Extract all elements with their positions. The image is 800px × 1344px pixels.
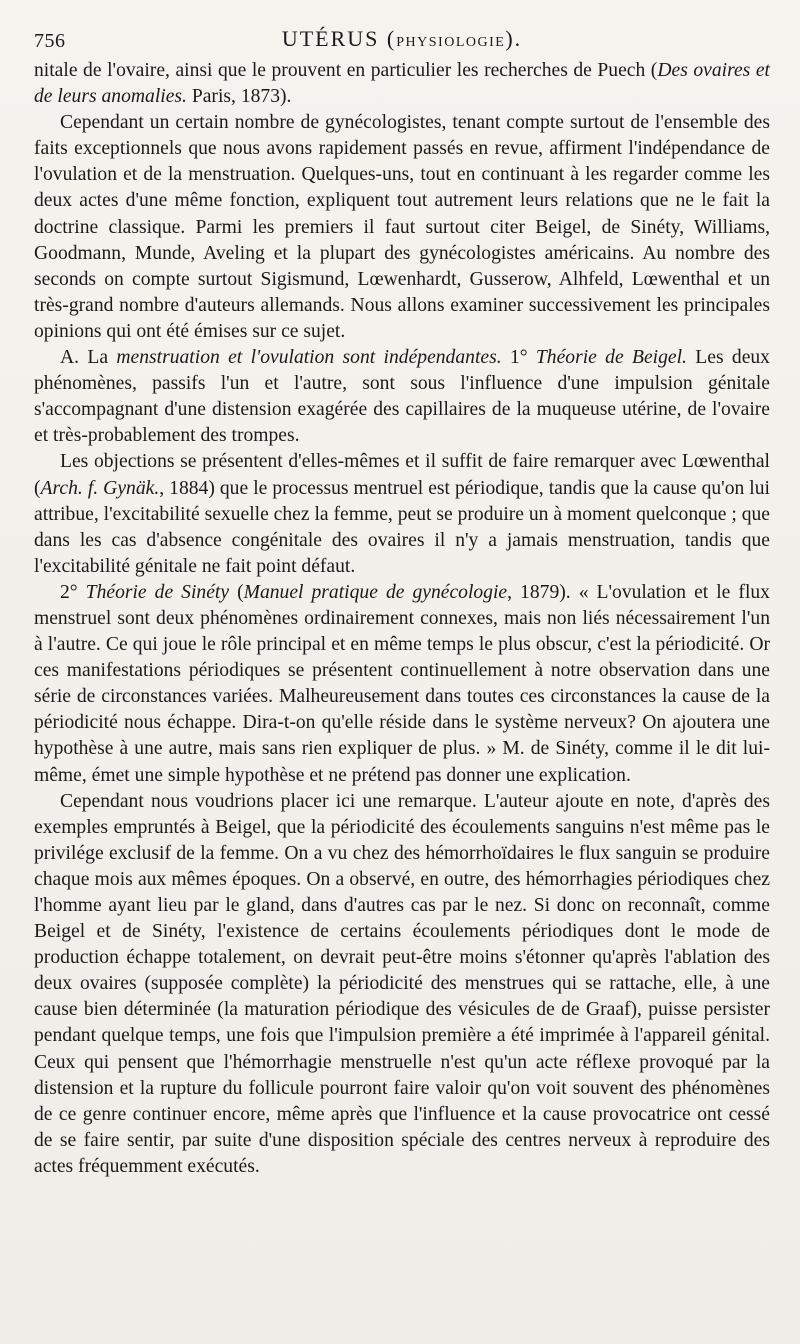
italic-citation: Arch. f. Gynäk. xyxy=(40,477,160,499)
italic-heading: menstruation et l'ovulation sont indépendantes. xyxy=(116,347,502,369)
text-run: Paris, 1873). xyxy=(186,86,292,108)
paragraph-theory-beigel xyxy=(34,345,770,449)
running-head-subtitle: PHYSIOLOGIE xyxy=(396,35,506,50)
paragraph-gynecologists xyxy=(34,110,770,345)
paragraph-objections xyxy=(34,449,770,579)
page-body xyxy=(34,58,770,1180)
text-run: 1° xyxy=(501,347,536,369)
paragraph-remark xyxy=(34,789,770,1180)
text-run: Les deux phénomènes, passifs l'un et l'autre, sont sous l'influence d'une impulsion génitale s'accompagnant d'une distension exagérée des capillaires de la muqueuse utérine, de l'ovaire et très-probablement des trompes. xyxy=(34,347,770,447)
text-run: Cependant un certain nombre de gynécologistes, tenant compte surtout de l'ensemble des faits exceptionnels que nous avons rapidement passés en revue, affirment l'indépendance de l'ovulation et de la menstruation. Quelques-uns, tout en continuant à les regarder comme les deux actes d'une même fonction, expliquent tout autrement leurs relations que ne le fait la doctrine classique. Parmi les premiers il faut surtout citer Beigel, de Sinéty, Williams, Goodmann, Munde, Aveling et la plupart des gynécologistes américains. Au nombre des seconds on compte surtout Sigismund, Lœwenhardt, Gusserow, Alhfeld, Lœwenthal et un très-grand nombre d'auteurs allemands. Nous allons examiner successivement les principales opinions qui ont été émises sur ce sujet. xyxy=(34,112,770,342)
running-head-open-paren: ( xyxy=(379,26,397,51)
text-run: ( xyxy=(229,581,244,603)
text-run: , 1879). « L'ovulation et le flux menstruel sont deux phénomènes ordinairement connexes, mais non liés nécessairement l'un à l'autre. Ce qui joue le rôle principal et en même temps le plus obscur, c'est la périodicité. Or ces manifestations périodiques se présentent continuellement à notre observation dans une série de circonstances variées. Malheureusement dans toutes ces circonstances la cause de la périodicité nous échappe. Dira-t-on qu'elle réside dans le système nerveux? On ajoutera une hypothèse à une autre, mais sans rien expliquer de plus. » M. de Sinéty, comme il le dit lui-même, émet une simple hypothèse et ne prétend pas donner une explication. xyxy=(34,581,770,786)
paragraph-continuation xyxy=(34,58,770,110)
text-run: nitale de l'ovaire, ainsi que le prouvent en particulier les recherches de Puech ( xyxy=(34,60,658,81)
page-header xyxy=(34,18,770,58)
italic-citation: Manuel pratique de gynécologie xyxy=(243,581,508,603)
text-run: 2° xyxy=(60,581,86,603)
paragraph-theory-sinety xyxy=(34,580,770,789)
page-number: 756 xyxy=(34,30,66,52)
text-run: A. La xyxy=(60,347,117,369)
text-run: , 1884) que le processus mentruel est périodique, tandis que la cause qu'on lui attribue, l'excitabilité sexuelle chez la femme, peut se produire un à moment quelconque ; que dans les cas d'absence congénitale des ovaires il n'y a jamais menstruation, tandis que l'excitabilité génitale ne fait point défaut. xyxy=(34,477,770,577)
italic-heading: Théorie de Sinéty xyxy=(85,581,230,603)
running-head-title: UTÉRUS xyxy=(281,26,380,51)
running-head xyxy=(34,26,770,52)
italic-citation: Des ovaires et de leurs anomalies. xyxy=(34,60,770,108)
text-run: Cependant nous voudrions placer ici une remarque. L'auteur ajoute en note, d'après des exemples empruntés à Beigel, que la périodicité des écoulements sanguins n'est même pas le privilége exclusif de la femme. On a vu chez des hémorrhoïdaires le flux sanguin se produire chaque mois aux mêmes époques. On a observé, en outre, des hémorrhagies périodiques chez l'homme ayant lieu par le gland, dans d'autres cas par le nez. Si donc on reconnaît, comme Beigel et de Sinéty, l'existence de certains écoulements périodiques dont le mode de production échappe totalement, on devrait peut-être moins s'étonner qu'après l'ablation des deux ovaires (supposée complète) la périodicité des menstrues qui se rattache, elle, à une cause bien déterminée (la maturation périodique des vésicules de de Graaf), puisse persister pendant quelque temps, une fois que l'impulsion première a été imprimée à l'appareil génital. Ceux qui pensent que l'hémorrhagie menstruelle n'est qu'un acte réflexe provoqué par la distension et la rupture du follicule pourront faire valoir qu'on voit souvent des phénomènes de ce genre continuer encore, même après que l'influence et la cause provocatrice ont cessé de se faire sentir, par suite d'une disposition spéciale des centres nerveux à reproduire des actes fréquemment exécutés. xyxy=(34,790,770,1177)
italic-heading: Théorie de Beigel. xyxy=(535,347,687,369)
text-run: Les objections se présentent d'elles-mêmes et il suffit de faire remarquer avec Lœwenthal ( xyxy=(34,451,770,499)
running-head-close-paren: ). xyxy=(505,26,523,51)
